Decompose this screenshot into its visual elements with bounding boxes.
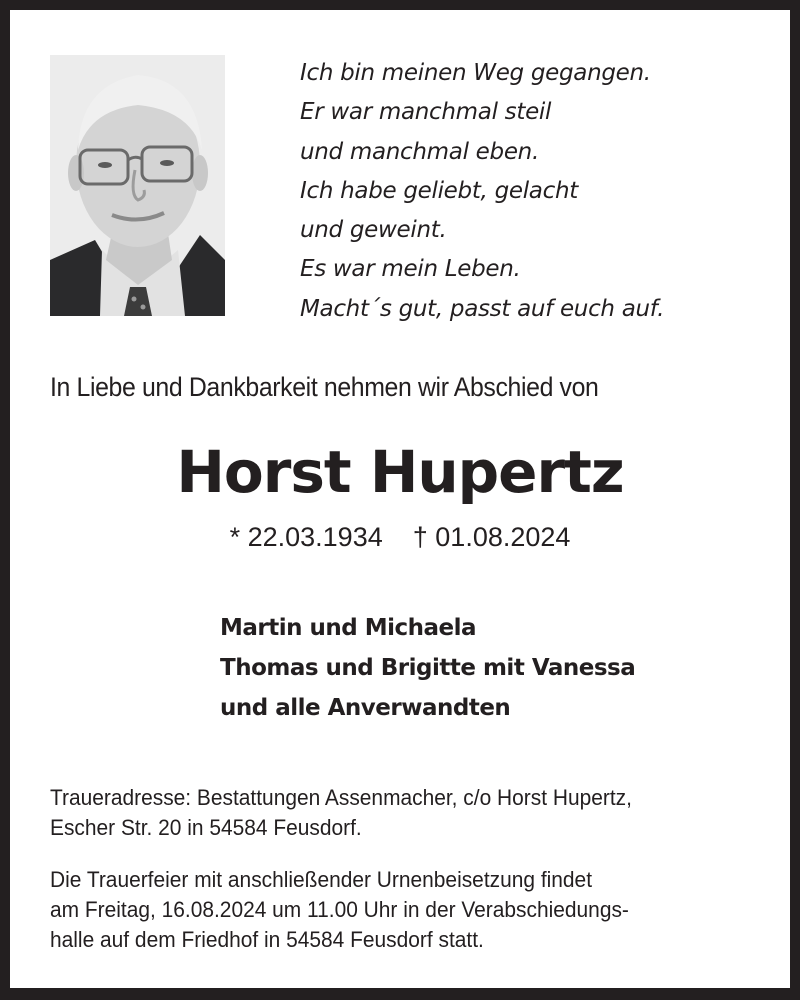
mourning-address xyxy=(50,783,632,843)
portrait-photo xyxy=(50,55,225,316)
ceremony-line: Die Trauerfeier mit anschließender Urnenbeisetzung findet xyxy=(50,867,593,892)
address-line: Traueradresse: Bestattungen Assenmacher, c/o Horst Hupertz, xyxy=(50,785,632,810)
ceremony-line: halle auf dem Friedhof in 54584 Feusdorf statt. xyxy=(50,927,484,952)
mourner-line: Martin und Michaela xyxy=(220,615,477,641)
death-cross-icon: † xyxy=(412,522,428,552)
mourner-line: und alle Anverwandten xyxy=(220,695,511,721)
farewell-intro: In Liebe und Dankbarkeit nehmen wir Abschied von xyxy=(50,372,599,402)
poem-line: und geweint. xyxy=(300,217,447,244)
poem-line: und manchmal eben. xyxy=(300,138,539,165)
life-dates xyxy=(10,522,790,553)
death-date: 01.08.2024 xyxy=(435,522,571,552)
address-line: Escher Str. 20 in 54584 Feusdorf. xyxy=(50,815,362,840)
deceased-name: Horst Hupertz xyxy=(176,438,624,506)
ceremony-line: am Freitag, 16.08.2024 um 11.00 Uhr in der Verabschiedungs- xyxy=(50,897,629,922)
poem-line: Es war mein Leben. xyxy=(300,256,521,283)
portrait-image xyxy=(50,55,225,316)
mourners-list xyxy=(220,608,635,728)
poem-line: Ich habe geliebt, gelacht xyxy=(300,177,578,204)
poem-line: Ich bin meinen Weg gegangen. xyxy=(300,60,651,86)
mourner-line: Thomas und Brigitte mit Vanessa xyxy=(220,655,636,681)
ceremony-info xyxy=(50,865,629,955)
poem-line: Macht´s gut, passt auf euch auf. xyxy=(300,295,665,322)
birth-date: 22.03.1934 xyxy=(247,522,383,552)
birth-star-icon: * xyxy=(229,522,241,552)
obituary-card xyxy=(10,10,790,988)
poem xyxy=(300,54,664,329)
poem-line: Er war manchmal steil xyxy=(300,99,552,126)
